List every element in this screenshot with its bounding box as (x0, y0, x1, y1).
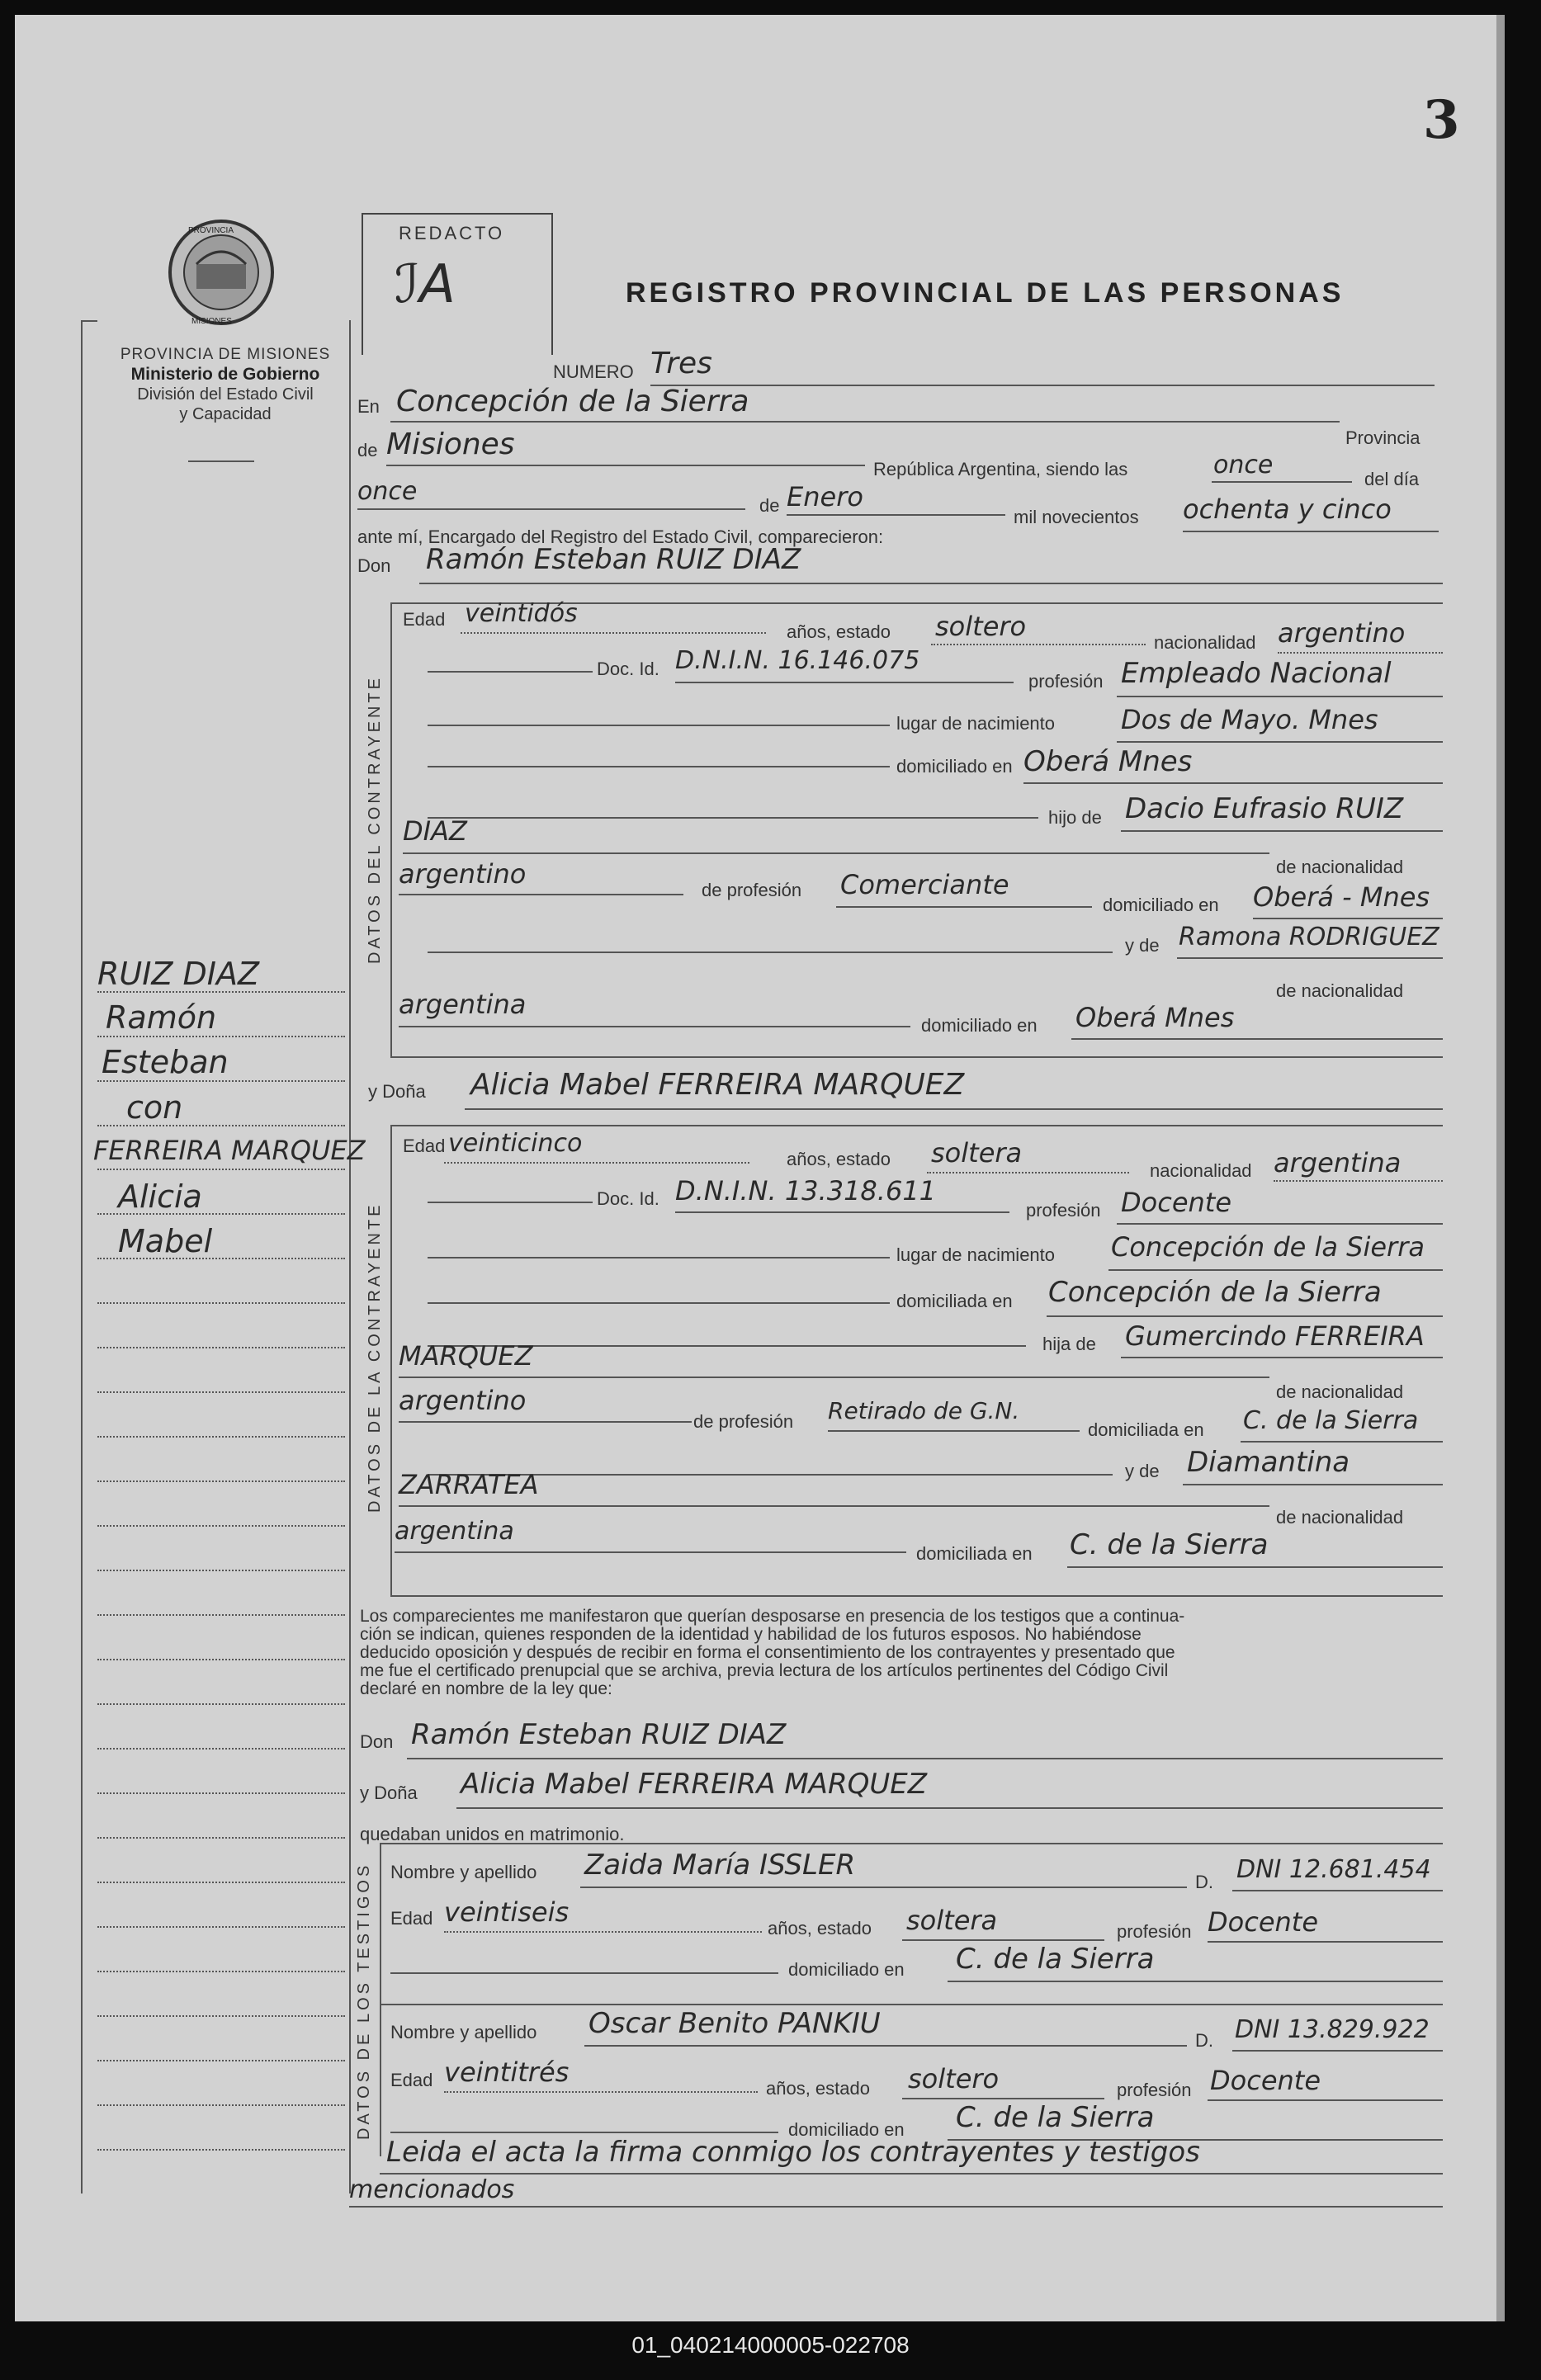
t2-edad-line (444, 2091, 758, 2093)
c1-lugar-nac: Dos de Mayo. Mnes (1121, 704, 1378, 735)
c1-dom-line (1023, 782, 1443, 784)
c2-estado: soltera (931, 1137, 1023, 1169)
redacto-label: REDACTO (399, 223, 505, 243)
cierre-line2: mencionados (349, 2175, 515, 2204)
c2-doc-prefix-line (428, 1202, 593, 1203)
decl-don: Ramón Esteban RUIZ DIAZ (411, 1718, 787, 1751)
c1-madre-nac-line (399, 1026, 910, 1027)
c2-padre-cont-line (399, 1377, 1269, 1378)
provincia-line (386, 465, 865, 466)
c2-prof-label: profesión (1026, 1200, 1101, 1221)
t1-domicilio: C. de la Sierra (956, 1943, 1155, 1976)
contrayente2-bracket (390, 1125, 392, 1595)
c2-de-prof-label: de profesión (693, 1411, 794, 1432)
contrayente1-nombre: Ramón Esteban RUIZ DIAZ (426, 543, 801, 576)
decl-line1: Los comparecientes me manifestaron que querían desposarse en presencia de los testigos que a continua- (360, 1607, 1185, 1626)
acta-hora: once (1213, 451, 1274, 479)
c1-hijo-prefix-line (428, 817, 1038, 819)
decl-dona-line (456, 1807, 1443, 1809)
c1-y-de-label: y de (1125, 935, 1160, 956)
org-line1: PROVINCIA DE MISIONES (120, 346, 331, 363)
mil-novecientos-label: mil novecientos (1014, 507, 1139, 527)
c1-doc-label: Doc. Id. (597, 659, 659, 679)
c1-madre-line (1177, 957, 1443, 959)
margin-name-1: RUIZ DIAZ (97, 956, 260, 992)
c1-domicilio: Oberá Mnes (1023, 745, 1193, 778)
c1-hijo-label: hijo de (1048, 807, 1102, 828)
seal-top-text: PROVINCIA (188, 226, 234, 235)
column-divider (349, 320, 351, 2193)
document-footer-id: 01_040214000005-022708 (631, 2332, 910, 2358)
don-label: Don (357, 555, 391, 576)
c1-dom-label: domiciliado en (896, 756, 1013, 777)
t2-edad: veintitrés (444, 2057, 570, 2088)
acta-dia: once (357, 477, 418, 506)
c1-lugar-label: lugar de nacimiento (896, 713, 1056, 734)
t1-d-label: D. (1195, 1872, 1213, 1892)
c2-dom-prefix-line (428, 1302, 890, 1304)
t1-estado-line (902, 1939, 1104, 1941)
c1-doc: D.N.I.N. 16.146.075 (675, 646, 920, 675)
t1-anos-label: años, estado (768, 1918, 872, 1938)
margin-name-6: Alicia (118, 1178, 202, 1215)
c2-estado-line (927, 1172, 1129, 1173)
c1-padre-line (1121, 830, 1443, 832)
decl-line5: declaré en nombre de la ley que: (360, 1679, 612, 1698)
numero-label: NUMERO (553, 361, 634, 382)
c2-lugar-nac: Concepción de la Sierra (1111, 1231, 1425, 1263)
c1-de-prof-label: de profesión (702, 880, 802, 900)
contrayente2-top-rule (390, 1125, 1443, 1126)
c1-padre-dom: Oberá - Mnes (1253, 881, 1430, 913)
c1-nacionalidad: argentino (1278, 617, 1406, 649)
contrayente2-bottom-rule (390, 1595, 1443, 1597)
c1-edad: veintidós (465, 599, 578, 628)
c2-madre-de-nac-label: de nacionalidad (1276, 1507, 1404, 1528)
c2-doc-label: Doc. Id. (597, 1188, 659, 1209)
t2-estado-line (902, 2098, 1104, 2099)
c1-doc-prefix-line (428, 671, 593, 673)
t2-prof-line (1208, 2099, 1443, 2101)
declaracion-text (360, 1608, 1449, 1698)
c1-padre-cont: DIAZ (403, 815, 467, 847)
t2-doc: DNI 13.829.922 (1235, 2015, 1430, 2044)
c1-madre-nac: argentina (399, 989, 527, 1020)
c2-edad-line (444, 1162, 749, 1164)
t2-dom-prefix-line (390, 2132, 778, 2133)
t1-prof-line (1208, 1941, 1443, 1943)
c1-doc-line (675, 682, 1014, 683)
seal-bottom-text: MISIONES (191, 317, 232, 326)
c2-nac-label: nacionalidad (1150, 1160, 1252, 1181)
c2-lugar-prefix-line (428, 1257, 890, 1258)
c2-padre-nac-line (399, 1421, 692, 1423)
c1-madre: Ramona RODRIGUEZ (1179, 923, 1439, 952)
c1-edad-line (461, 632, 766, 634)
c2-madre-cont-line (399, 1505, 1269, 1507)
c2-madre-dom-line (1067, 1566, 1443, 1568)
t1-profesion: Docente (1208, 1906, 1319, 1938)
c2-padre-dom-label: domiciliada en (1088, 1419, 1204, 1440)
c1-padre-cont-line (403, 852, 1269, 854)
t2-nombre-line (584, 2045, 1187, 2047)
c1-lugar-prefix-line (428, 725, 890, 726)
t1-dom-label: domiciliado en (788, 1959, 905, 1980)
hora-line (1212, 481, 1352, 483)
decl-don-label: Don (360, 1731, 394, 1752)
c1-estado-line (931, 644, 1146, 645)
c1-nac-label: nacionalidad (1154, 632, 1256, 653)
org-divider (188, 460, 254, 462)
margin-name-7: Mabel (118, 1223, 213, 1259)
t1-nombre: Zaida María ISSLER (584, 1849, 856, 1882)
t2-domicilio: C. de la Sierra (956, 2101, 1155, 2134)
c1-padre: Dacio Eufrasio RUIZ (1125, 792, 1404, 825)
vlabel-testigos: DATOS DE LOS TESTIGOS (355, 1862, 373, 2140)
margin-name-3: Esteban (102, 1044, 229, 1080)
c2-edad: veinticinco (448, 1129, 583, 1158)
left-margin-rule (81, 320, 83, 2193)
t1-edad: veintiseis (444, 1896, 570, 1928)
t1-dom-line (948, 1981, 1443, 1982)
c1-madre-de-nac-label: de nacionalidad (1276, 980, 1404, 1001)
c2-doc-line (675, 1211, 1009, 1213)
org-line4: y Capacidad (179, 405, 272, 423)
c1-padre-prof-line (836, 906, 1092, 908)
t1-doc: DNI 12.681.454 (1236, 1855, 1431, 1884)
ante-mi-label: ante mí, Encargado del Registro del Estado Civil, comparecieron: (357, 527, 884, 547)
quedaban-label: quedaban unidos en matrimonio. (360, 1824, 625, 1844)
t2-prof-label: profesión (1117, 2080, 1192, 2100)
t1-nombre-line (580, 1887, 1187, 1888)
decl-don-line (407, 1758, 1443, 1759)
c1-padre-nac-line (399, 894, 683, 895)
document-page (15, 15, 1505, 2321)
c2-doc: D.N.I.N. 13.318.611 (675, 1175, 937, 1207)
testigos-bracket (380, 1843, 381, 2156)
c1-prof-label: profesión (1028, 671, 1104, 692)
decl-line4: me fue el certificado prenupcial que se archiva, previa lectura de los artículos pertinentes del Código Civil (360, 1661, 1169, 1680)
t2-profesion: Docente (1210, 2065, 1321, 2096)
t1-edad-line (444, 1931, 762, 1933)
mes-line (787, 514, 1005, 516)
anio-line (1183, 531, 1439, 532)
c1-padre-dom-label: domiciliado en (1103, 895, 1219, 915)
vlabel-contrayente1: DATOS DEL CONTRAYENTE (366, 675, 384, 964)
t2-nombre: Oscar Benito PANKIU (589, 2007, 881, 2040)
c2-padre-nac: argentino (399, 1385, 527, 1416)
t1-edad-label: Edad (390, 1908, 433, 1929)
republica-label: República Argentina, siendo las (873, 459, 1128, 479)
c2-padre: Gumercindo FERREIRA (1125, 1320, 1425, 1352)
redacto-initials: ℐA (395, 254, 456, 315)
c1-estado: soltero (935, 611, 1027, 642)
acta-lugar: Concepción de la Sierra (396, 385, 749, 418)
margin-name-5: FERREIRA MARQUEZ (93, 1135, 366, 1166)
t2-d-label: D. (1195, 2030, 1213, 2051)
c1-anos-label: años, estado (787, 621, 891, 642)
c2-dom-line (1047, 1315, 1443, 1317)
c2-nac-line (1274, 1180, 1443, 1182)
c2-hija-label: hija de (1042, 1334, 1096, 1354)
t1-nombre-label: Nombre y apellido (390, 1862, 537, 1882)
t2-anos-label: años, estado (766, 2078, 870, 2099)
numero-line (650, 385, 1435, 386)
c1-profesion: Empleado Nacional (1121, 657, 1392, 690)
t1-prof-label: profesión (1117, 1921, 1192, 1942)
c2-de-nac-label: de nacionalidad (1276, 1381, 1404, 1402)
contrayente2-nombre: Alicia Mabel FERREIRA MARQUEZ (470, 1068, 965, 1102)
c2-madre-dom: C. de la Sierra (1070, 1528, 1269, 1561)
cierre-line1: Leida el acta la firma conmigo los contrayentes y testigos (386, 2136, 1200, 2169)
t1-doc-line (1232, 1890, 1443, 1891)
c1-padre-nac: argentino (399, 858, 527, 890)
margin-name-2: Ramón (106, 999, 217, 1036)
c2-madre-nac-line (395, 1551, 906, 1553)
testigos-mid-rule (380, 2004, 1443, 2005)
t2-nombre-label: Nombre y apellido (390, 2022, 537, 2042)
vlabel-contrayente2: DATOS DE LA CONTRAYENTE (366, 1202, 384, 1513)
c2-madre-line (1183, 1484, 1443, 1485)
acta-numero: Tres (650, 347, 712, 380)
org-block (89, 345, 362, 424)
decl-line2: ción se indican, quienes responden de la identidad y habilidad de los futuros esposos. No habiéndose (360, 1625, 1142, 1644)
c2-padre-prof-line (828, 1430, 1080, 1432)
c2-padre-prof: Retirado de G.N. (828, 1397, 1020, 1424)
c2-lugar-label: lugar de nacimiento (896, 1244, 1056, 1265)
t2-dom-label: domiciliado en (788, 2119, 905, 2140)
c2-y-de-label: y de (1125, 1461, 1160, 1481)
testigos-top-rule (380, 1843, 1443, 1844)
c2-madre-cont: ZARRATEA (399, 1469, 539, 1500)
t1-dom-prefix-line (390, 1972, 778, 1974)
dia-line (357, 508, 745, 510)
page-number: 3 (1423, 89, 1460, 151)
decl-line3: deducido oposición y después de recibir en forma el consentimiento de los contrayentes y presentado que (360, 1643, 1175, 1662)
acta-anio: ochenta y cinco (1183, 493, 1392, 525)
decl-y-dona-label: y Doña (360, 1783, 418, 1803)
c2-madre-nac: argentina (395, 1517, 514, 1546)
contrayente1-bottom-rule (390, 1056, 1443, 1058)
c1-madre-prefix-line (428, 952, 1113, 953)
org-line2: Ministerio de Gobierno (130, 365, 320, 384)
c2-padre-dom: C. de la Sierra (1243, 1406, 1419, 1435)
cierre-line1-rule (380, 2173, 1443, 2175)
en-label: En (357, 396, 380, 417)
decl-dona: Alicia Mabel FERREIRA MARQUEZ (461, 1768, 927, 1801)
cierre-line2-rule (349, 2206, 1443, 2208)
y-dona-label: y Doña (368, 1081, 426, 1102)
del-dia-label: del día (1364, 469, 1420, 489)
t2-doc-line (1232, 2050, 1443, 2052)
c2-domicilio: Concepción de la Sierra (1048, 1276, 1382, 1309)
lugar-line (390, 421, 1340, 423)
org-line3: División del Estado Civil (137, 385, 314, 404)
c2-nacionalidad: argentina (1274, 1147, 1402, 1178)
provincia-label: Provincia (1345, 427, 1420, 448)
acta-provincia: Misiones (386, 427, 515, 461)
c2-prof-line (1117, 1223, 1443, 1225)
c2-padre-line (1121, 1357, 1443, 1358)
contrayente1-bracket (390, 602, 392, 1056)
c1-nac-line (1278, 652, 1443, 654)
c1-madre-dom-line (1071, 1038, 1443, 1040)
contrayente1-nombre-line (419, 583, 1443, 584)
c2-madre-dom-label: domiciliada en (916, 1543, 1033, 1564)
margin-top-rule (81, 320, 97, 322)
c1-de-nac-label: de nacionalidad (1276, 857, 1404, 877)
c1-lugar-line (1117, 741, 1443, 743)
c1-dom-prefix-line (428, 766, 890, 767)
c1-prof-line (1117, 696, 1443, 697)
c1-edad-label: Edad (403, 609, 446, 630)
c2-edad-label: Edad (403, 1136, 446, 1156)
c2-profesion: Docente (1121, 1187, 1232, 1218)
c1-padre-dom-line (1253, 918, 1443, 919)
margin-name-4: con (126, 1089, 183, 1126)
de-mes-label: de (759, 495, 780, 516)
de-label: de (357, 440, 378, 460)
c1-madre-dom: Oberá Mnes (1075, 1002, 1235, 1033)
c2-dom-label: domiciliada en (896, 1291, 1013, 1311)
page-title: REGISTRO PROVINCIAL DE LAS PERSONAS (626, 277, 1345, 309)
t1-estado: soltera (906, 1905, 998, 1936)
t2-edad-label: Edad (390, 2070, 433, 2090)
c2-madre: Diamantina (1187, 1446, 1350, 1479)
contrayente2-nombre-line (465, 1108, 1443, 1110)
c1-madre-dom-label: domiciliado en (921, 1015, 1038, 1036)
acta-mes: Enero (787, 481, 863, 512)
c2-lugar-line (1108, 1269, 1443, 1271)
c1-padre-prof: Comerciante (840, 869, 1009, 900)
c2-anos-label: años, estado (787, 1149, 891, 1169)
c2-padre-dom-line (1241, 1441, 1443, 1443)
t2-estado: soltero (908, 2063, 1000, 2094)
c2-padre-cont: MARQUEZ (399, 1340, 533, 1372)
